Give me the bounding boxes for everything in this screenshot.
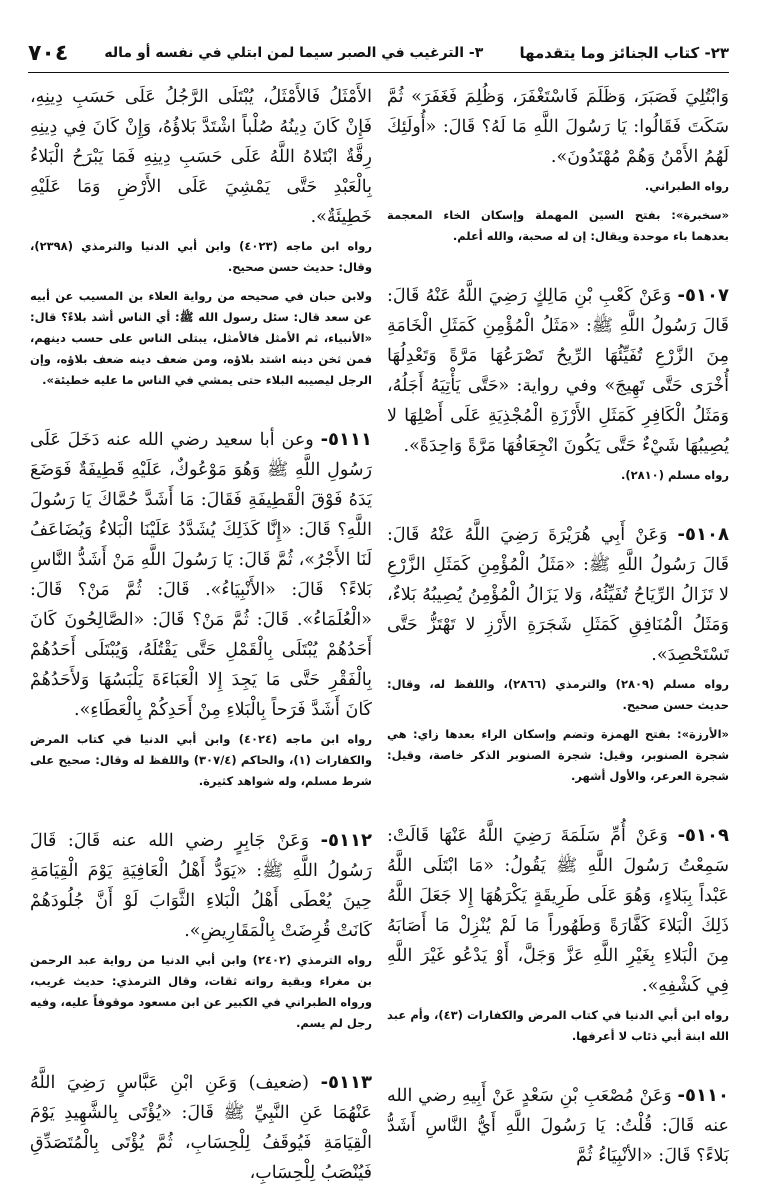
hadith-text: وَعَنْ كَعْبِ بْنِ مَالِكٍ رَضِيَ اللَّهُ عَنْهُ قَالَ: قَالَ رَسُولُ اللَّهِ ﷺ: «مَثَلُ الْمُؤْمِنِ كَمَثَلِ الْخَامَةِ مِنَ الزَّرْعِ تُفَيِّئُهَا الرِّيحُ تَصْرَعُهَا مَرَّةً وَتَعْدِلُهَا أُخْرَى حَتَّى تَهِيجَ» وفي رواية: «حَتَّى يَأْتِيَهُ أَجَلُهُ، وَمَثَلُ الْكَافِرِ كَمَثَلِ الأَرْزَةِ الْمُجْذِيَةِ عَلَى أَصْلِهَا لا يُصِيبُهَا شَيْءٌ حَتَّى يَكُونَ انْجِعَافُهَا مَرَّةً وَاحِدَةً». — [387, 286, 729, 456]
chapter-title: ٢٣- كتاب الجنائز وما يتقدمها — [519, 44, 729, 62]
reference-note: ولابن حبان في صحيحه من رواية العلاء بن المسيب عن أبيه عن سعد قال: سئل رسول الله ﷺ: أي الناس أشد بلاءً؟ قال: «الأنبياء، ثم الأمثل فالأمثل، يبتلى الناس على حسب دينهم، فمن ثخن دينه اشتد بلاؤه، ومن ضعف دينه ضعف بلاؤه، وإن الرجل ليصيبه البلاء حتى يمشي في الناس ما عليه خطيئة». — [30, 289, 372, 387]
reference-note: رواه مسلم (٢٨٠٩) والترمذي (٢٨٦٦)، واللفظ له، وقال: حديث حسن صحيح. — [387, 677, 729, 712]
page-header — [28, 38, 729, 68]
hadith-text: وَعَنْ أُمِّ سَلَمَةَ رَضِيَ اللَّهُ عَنْهَا قَالَتْ: سَمِعْتُ رَسُولَ اللَّهِ ﷺ يَقُولُ: «مَا ابْتَلَى اللَّهُ عَبْداً بِبَلاءٍ، وَهُوَ عَلَى طَرِيقَةٍ يَكْرَهُهَا إِلا جَعَلَ اللَّهُ ذَلِكَ الْبَلاءَ كَفَّارَةً وَطَهُوراً مَا لَمْ يُنْزِلْ مَا أَصَابَهُ مِنَ الْبَلاءِ بِغَيْرِ اللَّهِ عَزَّ وَجَلَّ، أَوْ يَدْعُو غَيْرَ اللَّهِ فِي كَشْفِهِ». — [387, 826, 729, 996]
hadith-number: ٥١١٣- — [320, 1072, 372, 1093]
hadith-5113 — [30, 1068, 372, 1188]
reference-note: رواه الترمذي (٢٤٠٢) وابن أبي الدنيا من رواية عبد الرحمن بن مغراء وبقية رواته ثقات، وقال الترمذي: حديث غريب، ورواه الطبراني في الكبير عن ابن مسعود موقوفاً عليه، وفيه رجل لم يسم. — [30, 953, 372, 1030]
hadith-text: (ضعيف) وَعَنِ ابْنِ عَبَّاسٍ رَضِيَ اللَّهُ عَنْهُمَا عَنِ النَّبِيِّ ﷺ قَالَ: «يُؤْتَى بِالشَّهِيدِ يَوْمَ الْقِيَامَةِ فَيُوقَفُ لِلْحِسَابِ، ثُمَّ يُؤْتَى بِالْمُتَصَدِّقِ فَيُنْصَبُ لِلْحِسَابِ، — [30, 1073, 372, 1183]
hadith-text: وَعَنْ أَبِي هُرَيْرَةَ رَضِيَ اللَّهُ عَنْهُ قَالَ: قَالَ رَسُولُ اللَّهِ ﷺ: «مَثَلُ الْمُؤْمِنِ كَمَثَلِ الزَّرْعِ لا تَزَالُ الرِّيَاحُ تُفَيِّئُهُ، وَلا يَزَالُ الْمُؤْمِنُ يُصِيبُهُ بَلاءٌ، وَمَثَلُ الْمُنَافِقِ كَمَثَلِ شَجَرَةِ الأَرْزِ لا تَهْتَزُّ حَتَّى تَسْتَحْصِدَ». — [387, 525, 729, 665]
word-note: «الأرزة»: بفتح الهمزة وتضم وإسكان الراء بعدها زاي: هي شجرة الصنوبر، وقيل: شجرة الصنوبر الذكر خاصة، وقيل: شجرة العرعر، والأول أشهر. — [387, 727, 729, 783]
word-note: «سخبرة»: بفتح السين المهملة وإسكان الخاء المعجمة بعدهما باء موحدة ويقال: إن له صحبة، والله أعلم. — [387, 208, 729, 243]
hadith-number: ٥١١٠- — [677, 1085, 729, 1106]
hadith-number: ٥١١٢- — [320, 830, 372, 851]
hadith-5110 — [387, 1081, 729, 1171]
hadith-5109 — [387, 821, 729, 1001]
hadith-continuation: الأَمْثَلُ فَالأَمْثَلُ، يُبْتَلَى الرَّجُلُ عَلَى حَسَبِ دِينِهِ، فَإِنْ كَانَ دِينُهُ صُلْباً اشْتَدَّ بَلاؤُهُ، وَإِنْ كَانَ فِي دِينِهِ رِقَّةٌ ابْتَلاهُ اللَّهُ عَلَى حَسَبِ دِينِهِ فَمَا يَبْرَحُ الْبَلاءُ بِالْعَبْدِ حَتَّى يَمْشِيَ عَلَى الأَرْضِ وَمَا عَلَيْهِ خَطِيئَةٌ». — [30, 87, 372, 227]
hadith-continuation: وَابْتُلِيَ فَصَبَرَ، وَظَلَمَ فَاسْتَغْفَرَ، وَظُلِمَ فَغَفَرَ» ثُمَّ سَكَتَ فَقَالُوا: يَا رَسُولَ اللَّهِ مَا لَهُ؟ قَالَ: «أُولَئِكَ لَهُمُ الأَمْنُ وَهُمْ مُهْتَدُونَ». — [387, 87, 729, 167]
hadith-text: وعن أبا سعيد رضي الله عنه دَخَلَ عَلَى رَسُولِ اللَّهِ ﷺ وَهُوَ مَوْعُوكٌ، عَلَيْهِ قَطِيفَةٌ فَوَضَعَ يَدَهُ فَوْقَ الْقَطِيفَةِ فَقَالَ: مَا أَشَدَّ حُمَّاكَ يَا رَسُولَ اللَّهِ؟ قَالَ: «إِنَّا كَذَلِكَ يُشَدَّدُ عَلَيْنَا الْبَلاءُ وَيُضَاعَفُ لَنَا الأَجْرُ»، ثُمَّ قَالَ: يَا رَسُولَ اللَّهِ مَنْ أَشَدُّ النَّاسِ بَلاءً؟ قَالَ: «الأَنْبِيَاءُ». قَالَ: ثُمَّ مَنْ؟ قَالَ: «الْعُلَمَاءُ». قَالَ: ثُمَّ مَنْ؟ قَالَ: «الصَّالِحُونَ كَانَ أَحَدُهُمْ يُبْتَلَى بِالْقَمْلِ حَتَّى يَقْتُلَهُ، وَيُبْتَلَى أَحَدُهُمْ بِالْفَقْرِ حَتَّى مَا يَجِدَ إِلا الْعَبَاءَةَ يَلْبَسُهَا وَلأَحَدُهُمْ كَانَ أَشَدَّ فَرَحاً بِالْبَلاءِ مِنْ أَحَدِكُمْ بِالْعَطَاءِ». — [30, 430, 372, 720]
hadith-text: وَعَنْ مُصْعَبِ بْنِ سَعْدٍ عَنْ أَبِيهِ رضي الله عنه قَالَ: قُلْتُ: يَا رَسُولَ اللَّهِ أَيُّ النَّاسِ أَشَدُّ بَلاءً؟ قَالَ: «الأنْبِيَاءُ ثُمَّ — [387, 1086, 729, 1166]
left-column — [30, 82, 373, 1183]
section-title: ٣- الترغيب في الصبر سيما لمن ابتلي في نفسه أو ماله — [104, 45, 484, 61]
hadith-5107 — [387, 281, 729, 461]
page-number: ٧٠٤ — [28, 40, 69, 66]
hadith-text: وَعَنْ جَابِرٍ رضي الله عنه قَالَ: قَالَ رَسُولُ اللَّهِ ﷺ: «يَوَدُّ أَهْلُ الْعَافِيَةِ يَوْمَ الْقِيَامَةِ حِينَ يُعْطَى أَهْلُ الْبَلاءِ الثَّوَابَ لَوْ أَنَّ جُلُودَهُمْ كَانَتْ قُرِضَتْ بِالْمَقَارِيضِ». — [30, 831, 372, 941]
reference-note: رواه الطبراني. — [644, 179, 729, 193]
hadith-number: ٥١١١- — [320, 429, 372, 450]
right-column — [387, 82, 729, 1166]
hadith-number: ٥١٠٧- — [677, 285, 729, 306]
reference-note: رواه ابن أبي الدنيا في كتاب المرض والكفارات (٤٣)، وأم عبد الله ابنة أبي ذئاب لا أعرفها. — [387, 1008, 729, 1043]
hadith-5108 — [387, 520, 729, 670]
header-rule — [28, 72, 729, 73]
hadith-number: ٥١٠٨- — [677, 524, 729, 545]
reference-note: رواه مسلم (٢٨١٠). — [620, 468, 729, 482]
reference-note: رواه ابن ماجه (٤٠٢٤) وابن أبي الدنيا في كتاب المرض والكفارات (١)، والحاكم (٣٠٧/٤) واللفظ له وقال: صحيح على شرط مسلم، وله شواهد كثيرة. — [30, 732, 373, 788]
reference-note: رواه ابن ماجه (٤٠٢٣) وابن أبي الدنيا والترمذي (٢٣٩٨)، وقال: حديث حسن صحيح. — [30, 239, 372, 274]
hadith-5112 — [30, 826, 372, 946]
hadith-number: ٥١٠٩- — [677, 825, 729, 846]
hadith-5111 — [30, 425, 372, 725]
